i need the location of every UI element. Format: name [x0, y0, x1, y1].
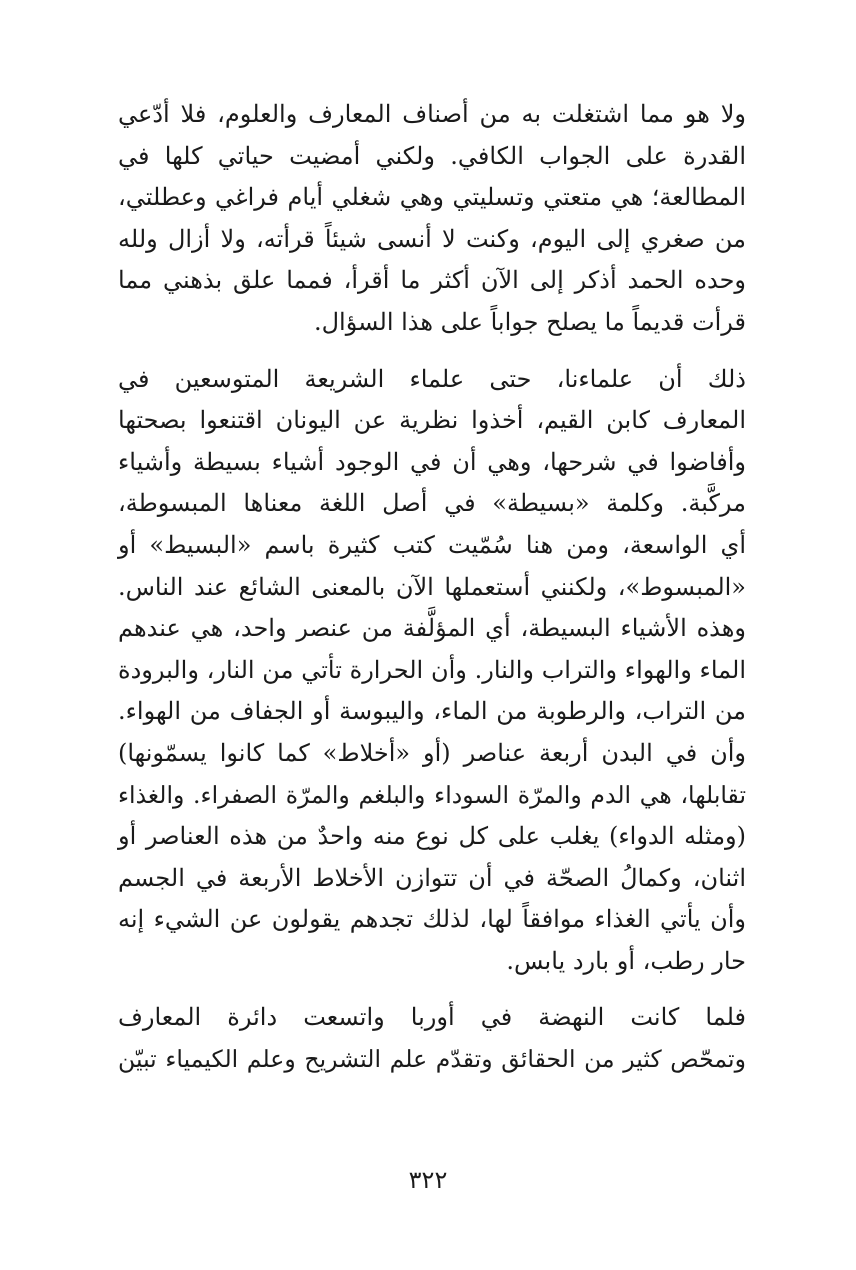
text-line: من صغري إلى اليوم، وكنت لا أنسى شيئاً قرأته، ولا أزال ولله	[118, 224, 746, 253]
text-line: وتمحّص كثير من الحقائق وتقدّم علم التشريح وعلم الكيمياء تبيّن	[118, 1045, 746, 1074]
text-line: القدرة على الجواب الكافي. ولكني أمضيت حياتي كلها في	[118, 141, 746, 170]
text-line: حار رطب، أو بارد يابس.	[506, 946, 746, 975]
text-line: «المبسوط»، ولكنني أستعملها الآن بالمعنى الشائع عند الناس.	[118, 572, 746, 601]
paragraph-gap	[118, 344, 746, 359]
page-number: ٣٢٢	[408, 1166, 448, 1194]
text-line: الماء والهواء والتراب والنار. وأن الحرارة تأتي من النار، والبرودة	[118, 655, 746, 684]
text-line: مركَّبة. وكلمة «بسيطة» في أصل اللغة معناها المبسوطة،	[118, 489, 746, 518]
text-line: وهذه الأشياء البسيطة، أي المؤلَّفة من عنصر واحد، هي عندهم	[118, 614, 746, 643]
paragraph-2	[118, 359, 746, 983]
text-line: ولا هو مما اشتغلت به من أصناف المعارف والعلوم، فلا أدّعي	[118, 100, 746, 128]
body-text	[118, 94, 746, 1081]
text-line: اثنان، وكمالُ الصحّة في أن تتوازن الأخلاط الأربعة في الجسم	[118, 863, 746, 892]
text-line: وأن في البدن أربعة عناصر (أو «أخلاط» كما كانوا يسمّونها)	[118, 738, 746, 767]
text-line: المطالعة؛ هي متعتي وتسليتي وهي شغلي أيام فراغي وعطلتي،	[118, 183, 746, 212]
text-line: وأن يأتي الغذاء موافقاً لها، لذلك تجدهم يقولون عن الشيء إنه	[118, 905, 746, 934]
text-line: وحده الحمد أذكر إلى الآن أكثر ما أقرأ، فمما علق بذهني مما	[118, 266, 747, 295]
paragraph-1	[118, 94, 746, 344]
text-line: وأفاضوا في شرحها، وهي أن في الوجود أشياء بسيطة وأشياء	[118, 447, 746, 476]
text-line: أي الواسعة، ومن هنا سُمّيت كتب كثيرة باسم «البسيط» أو	[118, 530, 746, 559]
text-line: ذلك أن علماءنا، حتى علماء الشريعة المتوسعين في	[118, 364, 746, 393]
text-line: المعارف كابن القيم، أخذوا نظرية عن اليونان اقتنعوا بصحتها	[118, 406, 746, 435]
text-line: قرأت قديماً ما يصلح جواباً على هذا السؤال.	[313, 307, 746, 336]
text-line: من التراب، والرطوبة من الماء، واليبوسة أو الجفاف من الهواء.	[118, 697, 746, 726]
paragraph-3	[118, 997, 746, 1080]
text-line: فلما كانت النهضة في أوربا واتسعت دائرة المعارف	[118, 1003, 746, 1032]
text-line: تقابلها، هي الدم والمرّة السوداء والبلغم والمرّة الصفراء. والغذاء	[118, 780, 746, 809]
paragraph-gap	[118, 982, 746, 997]
text-line: (ومثله الدواء) يغلب على كل نوع منه واحدٌ من هذه العناصر أو	[118, 822, 746, 851]
